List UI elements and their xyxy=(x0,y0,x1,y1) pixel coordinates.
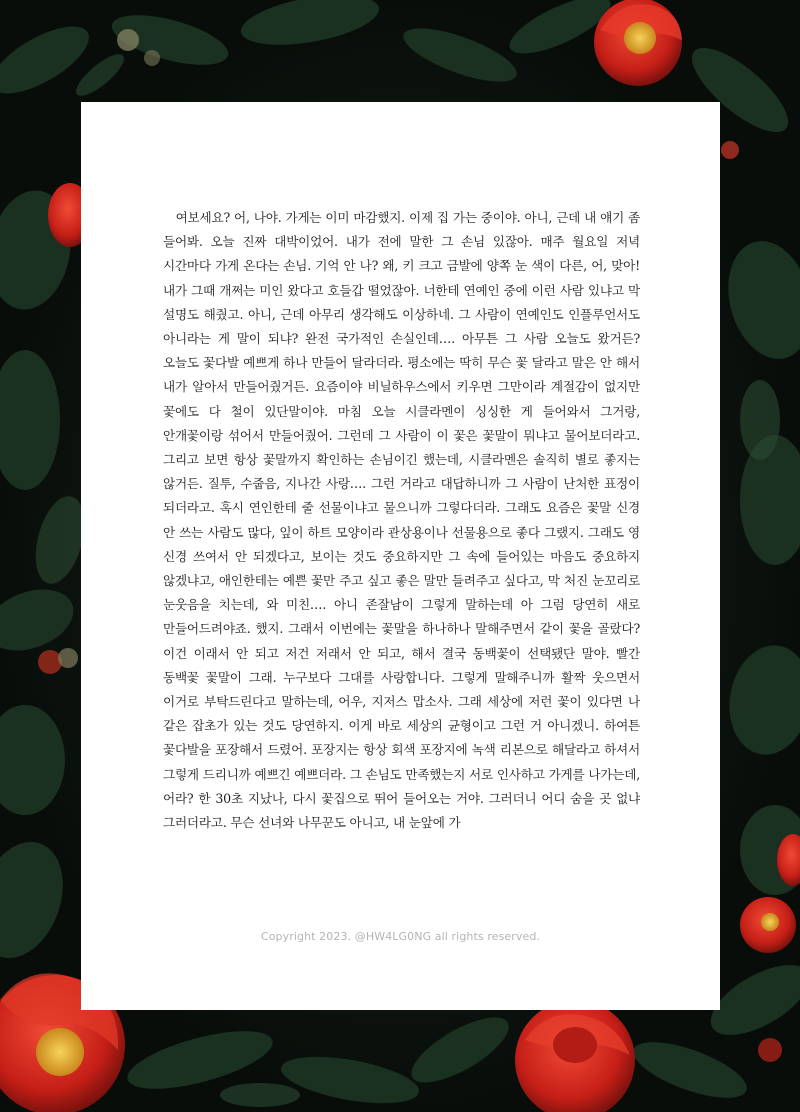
text-page xyxy=(81,102,720,1010)
story-paragraph: 여보세요? 어, 나야. 가게는 이미 마감했지. 이제 집 가는 중이야. 아니, 근데 내 얘기 좀 들어봐. 오늘 진짜 대박이었어. 내가 전에 말한 그 손님 있잖아. 매주 월요일 저녁 시간마다 가게 온다는 손님. 기억 안 나? 왜, 키 크고 금발에 양쪽 눈 색이 다른, 어, 맞아! 내가 그때 개쩌는 미인 왔다고 호들갑 떨었잖아. 너한테 연예인 중에 이런 사람 있냐고 막 설명도 해줬고. 아니, 근데 아무리 생각해도 이상하네. 그 사람이 연예인도 인플루언서도 아니라는 게 말이 되냐? 완전 국가적인 손실인데…. 아무튼 그 사람 오늘도 왔거든? 오늘도 꽃다발 예쁘게 하나 만들어 달라더라. 평소에는 딱히 무슨 꽃 달라고 말은 안 해서 내가 알아서 만들어줬거든. 요즘이야 비닐하우스에서 키우면 그만이라 계절감이 없지만 꽃에도 다 철이 있단말이야. 마침 오늘 시클라멘이 싱싱한 게 들어와서 그거랑, 안개꽃이랑 섞어서 만들어줬어. 그런데 그 사람이 이 꽃은 꽃말이 뭐냐고 물어보더라고. 그리고 보면 항상 꽃말까지 확인하는 손님이긴 했는데, 시클라멘은 솔직히 별로 좋지는 않거든. 질투, 수줍음, 지나간 사랑…. 그런 거라고 대답하니까 그 사람이 난처한 표정이 되더라고. 혹시 연인한테 줄 선물이냐고 물으니까 그렇다더라. 그래도 요즘은 꽃말 신경 안 쓰는 사람도 많다, 잎이 하트 모양이라 관상용이나 선물용으로 좋다 그랬지. 그래도 영 신경 쓰여서 안 되겠다고, 보이는 것도 중요하지만 그 속에 들어있는 마음도 중요하지 않겠냐고, 애인한테는 예쁜 꽃만 주고 싶고 좋은 말만 들려주고 싶다고, 막 처진 눈꼬리로 눈웃음을 치는데, 와 미친…. 아니 존잘남이 그렇게 말하는데 아 그럼 당연히 새로 만들어드려야죠. 했지. 그래서 이번에는 꽃말을 하나하나 말해주면서 같이 꽃을 골랐다? 이건 이래서 안 되고 저건 저래서 안 되고, 해서 결국 동백꽃이 선택됐단 말야. 빨간 동백꽃 꽃말이 그래. 누구보다 그대를 사랑합니다. 그렇게 말해주니까 활짝 웃으면서 이거로 부탁드린다고 말하는데, 어우, 지저스 맙소사. 그래 세상에 저런 꽃이 있다면 나 같은 잡초가 있는 것도 당연하지. 이게 바로 세상의 균형이고 그런 거 아니겠니. 하여튼 꽃다발을 포장해서 드렸어. 포장지는 항상 회색 포장지에 녹색 리본으로 해달라고 하셔서 그렇게 드리니까 예쁘긴 예쁘더라. 그 손님도 만족했는지 서로 인사하고 가게를 나가는데, 어라? 한 30초 지났나, 다시 꽃집으로 뛰어 들어오는 거야. 그러더니 어디 숨을 곳 없냐 그러더라고. 무슨 선녀와 나무꾼도 아니고, 내 눈앞에 가 xyxy=(163,210,640,831)
copyright-notice: Copyright 2023. @HW4LG0NG all rights reserved. xyxy=(260,930,541,943)
